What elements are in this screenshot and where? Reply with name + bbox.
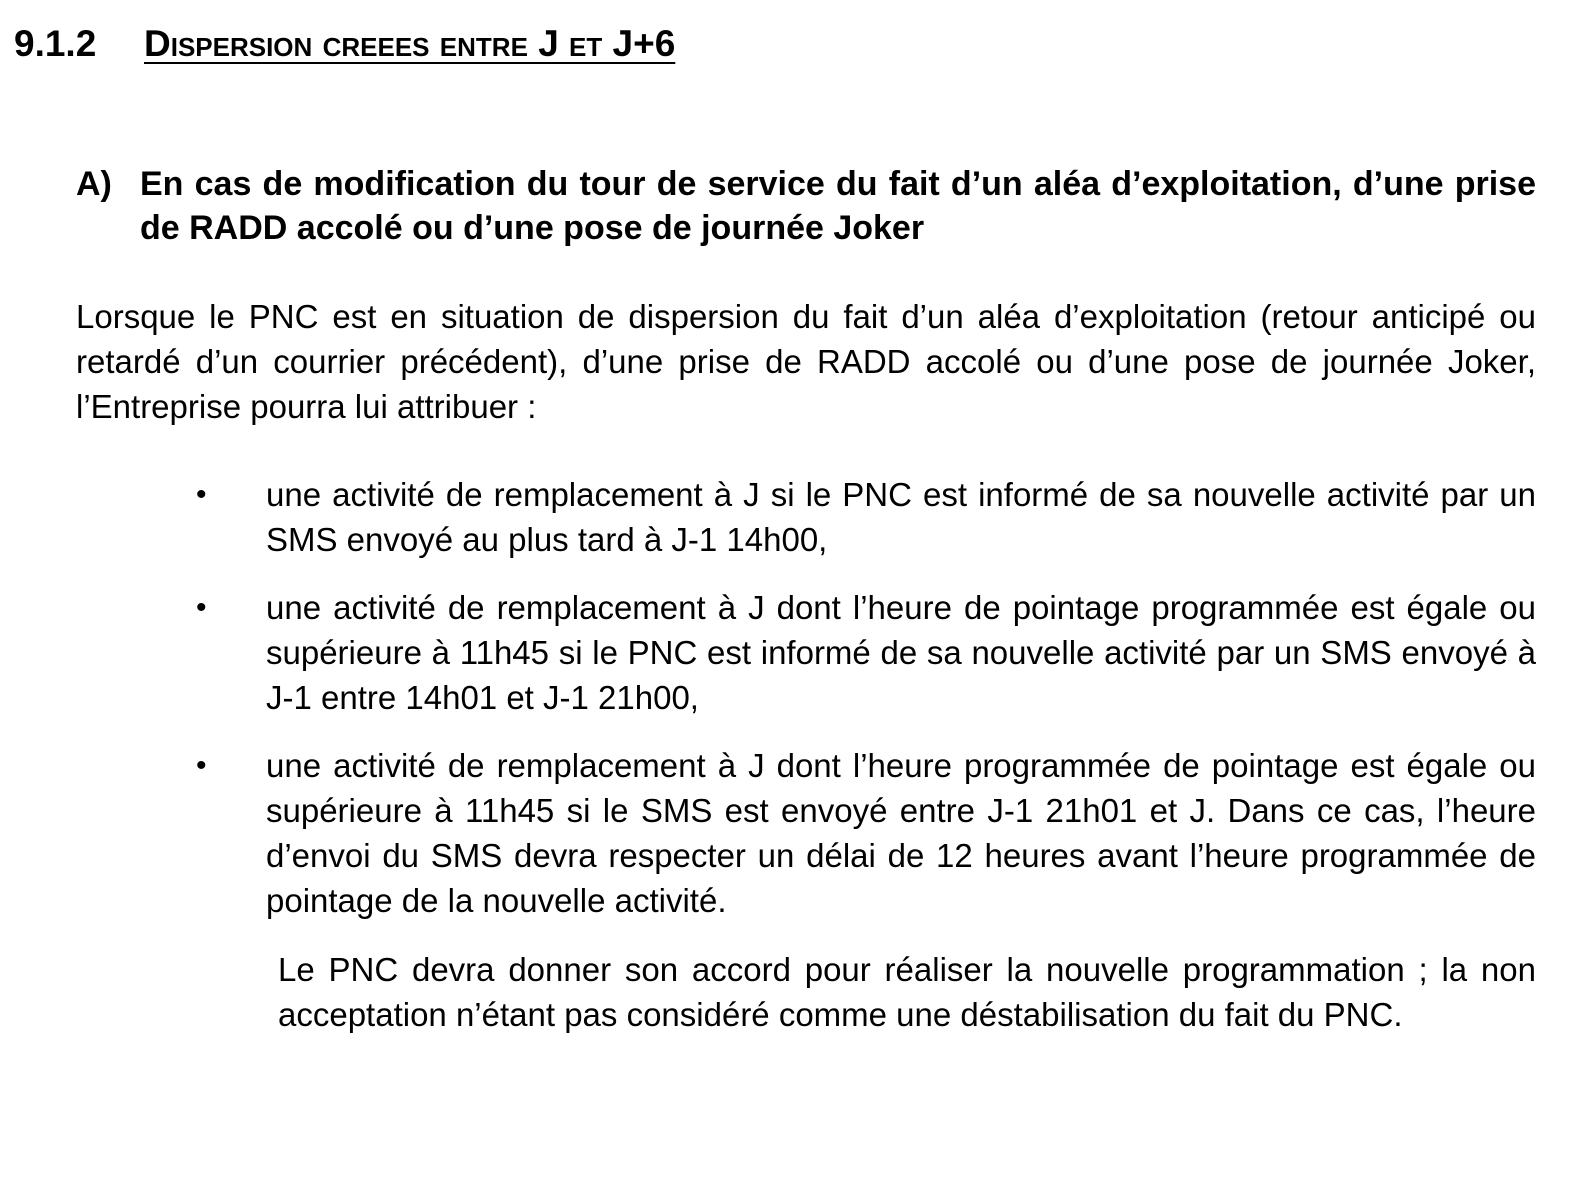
list-item	[196, 472, 1536, 562]
subsection-letter: A)	[76, 165, 112, 203]
bullet-icon: •	[196, 591, 207, 624]
subsection-heading	[76, 162, 1536, 250]
bullet-icon: •	[196, 478, 207, 511]
section-number: 9.1.2	[14, 23, 97, 64]
intro-paragraph: Lorsque le PNC est en situation de dispersion du fait d’un aléa d’exploitation (retour anticipé ou retardé d’un courrier précédent), d’une prise de RADD accolé ou d’une pose de journée Joker, l’Entreprise pourra lui attribuer :	[76, 298, 1536, 425]
list-item-text: une activité de remplacement à J si le PNC est informé de sa nouvelle activité par un SMS envoyé au plus tard à J-1 14h00,	[266, 476, 1536, 558]
bullet-list	[196, 472, 1536, 946]
list-item	[196, 585, 1536, 720]
list-item	[196, 743, 1536, 923]
section-heading	[14, 20, 675, 68]
list-item-text: une activité de remplacement à J dont l’heure de pointage programmée est égale ou supérieure à 11h45 si le PNC est informé de sa nouvelle activité par un SMS envoyé à J-1 entre 14h01 et J-1 21h00,	[266, 589, 1536, 716]
bullet-icon: •	[196, 749, 207, 782]
closing-paragraph: Le PNC devra donner son accord pour réaliser la nouvelle programmation ; la non acceptation n’étant pas considéré comme une déstabilisation du fait du PNC.	[278, 951, 1536, 1033]
section-title: Dispersion creees entre J et J+6	[144, 23, 676, 64]
list-item-text: une activité de remplacement à J dont l’heure programmée de pointage est égale ou supérieure à 11h45 si le SMS est envoyé entre J-1 21h01 et J. Dans ce cas, l’heure d’envoi du SMS devra respecter un délai de 12 heures avant l’heure programmée de pointage de la nouvelle activité.	[266, 747, 1536, 919]
subsection-title: En cas de modification du tour de service du fait d’un aléa d’exploitation, d’une prise de RADD accolé ou d’une pose de journée Joker	[140, 165, 1536, 247]
